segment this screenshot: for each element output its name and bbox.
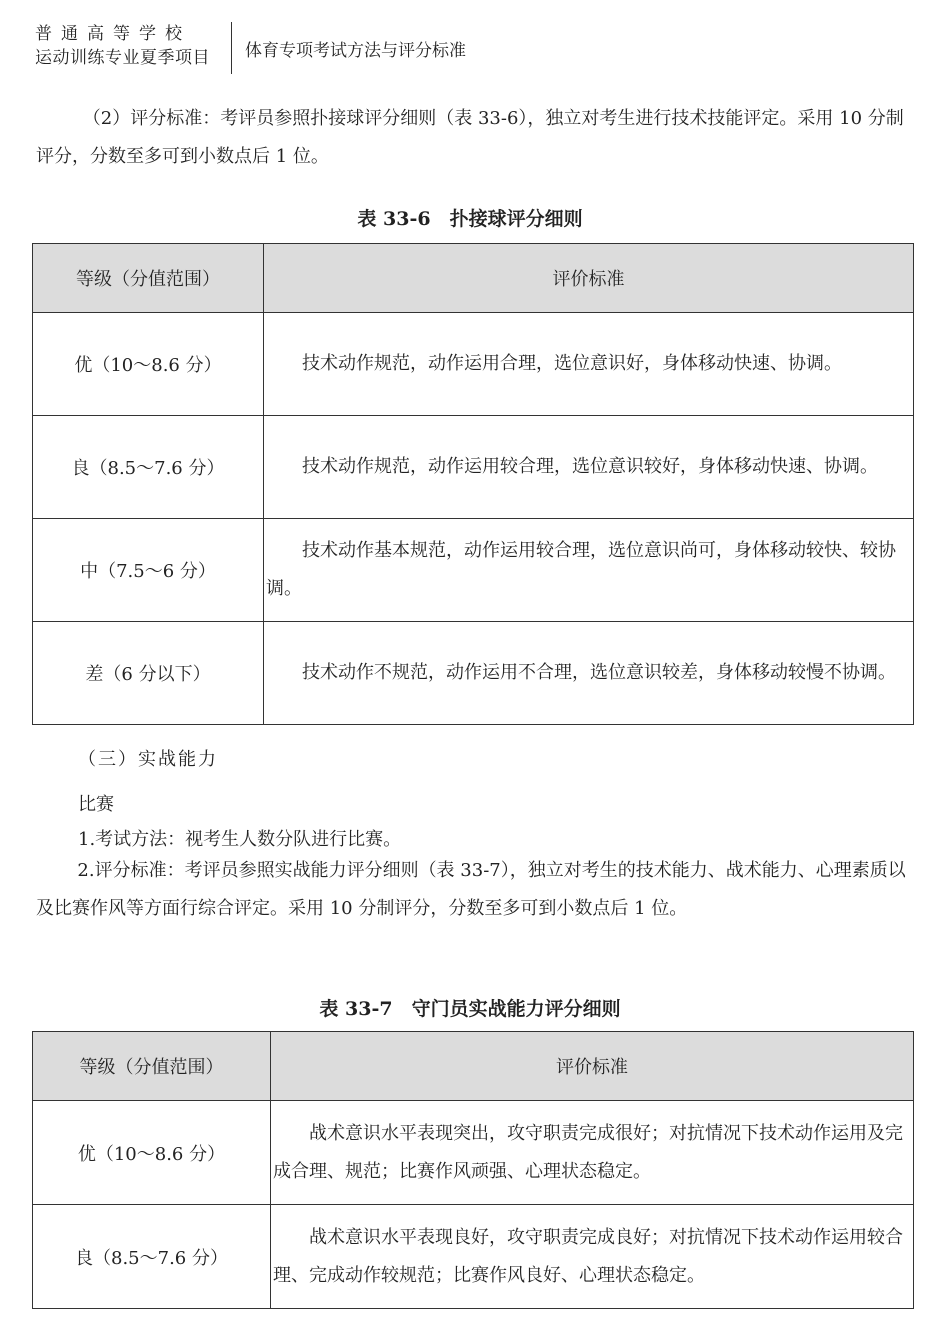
scoring-paragraph: （2）评分标准：考评员参照扑接球评分细则（表 33-6），独立对考生进行技术技能评定。采用 10 分制评分，分数至多可到小数点后 1 位。 bbox=[36, 108, 904, 167]
grade-cell: 差（6 分以下） bbox=[33, 622, 264, 725]
table-33-6 bbox=[32, 243, 914, 725]
header-grade: 等级（分值范围） bbox=[33, 1032, 271, 1101]
table-row bbox=[33, 519, 914, 622]
scoring-standard: 2.评分标准：考评员参照实战能力评分细则（表 33-7），独立对考生的技术能力、战术能力、心理素质以及比赛作风等方面行综合评定。采用 10 分制评分，分数至多可到小数点后 1 位。 bbox=[36, 860, 906, 919]
table-row bbox=[33, 1101, 914, 1205]
exam-method: 1.考试方法：视考生人数分队进行比赛。 bbox=[78, 829, 402, 850]
table-row bbox=[33, 416, 914, 519]
header-criteria: 评价标准 bbox=[271, 1032, 914, 1101]
grade-cell: 优（10〜8.6 分） bbox=[33, 313, 264, 416]
table-header-row bbox=[33, 244, 914, 313]
grade-cell: 中（7.5〜6 分） bbox=[33, 519, 264, 622]
criteria-cell: 技术动作规范，动作运用合理，选位意识好，身体移动快速、协调。 bbox=[264, 313, 914, 416]
header-criteria: 评价标准 bbox=[264, 244, 914, 313]
table-header-row bbox=[33, 1032, 914, 1101]
table-33-7 bbox=[32, 1031, 914, 1309]
grade-cell: 良（8.5〜7.6 分） bbox=[33, 1205, 271, 1309]
criteria-cell: 技术动作规范，动作运用较合理，选位意识较好，身体移动快速、协调。 bbox=[264, 416, 914, 519]
table-row bbox=[33, 313, 914, 416]
header-series-line1: 普通高等学校 bbox=[35, 24, 191, 44]
header-divider bbox=[231, 22, 232, 74]
criteria-cell: 技术动作不规范，动作运用不合理，选位意识较差，身体移动较慢不协调。 bbox=[264, 622, 914, 725]
table1-caption: 表 33-6 扑接球评分细则 bbox=[357, 208, 583, 230]
criteria-cell: 战术意识水平表现良好，攻守职责完成良好；对抗情况下技术动作运用较合理、完成动作较规范；比赛作风良好、心理状态稳定。 bbox=[271, 1205, 914, 1309]
header-series bbox=[35, 22, 235, 70]
table2-caption: 表 33-7 守门员实战能力评分细则 bbox=[319, 998, 621, 1020]
grade-cell: 良（8.5〜7.6 分） bbox=[33, 416, 264, 519]
table-row bbox=[33, 622, 914, 725]
grade-cell: 优（10〜8.6 分） bbox=[33, 1101, 271, 1205]
table-row bbox=[33, 1205, 914, 1309]
section-subheading: 比赛 bbox=[78, 794, 114, 815]
criteria-cell: 技术动作基本规范，动作运用较合理，选位意识尚可，身体移动较快、较协调。 bbox=[264, 519, 914, 622]
header-title: 体育专项考试方法与评分标准 bbox=[245, 41, 466, 61]
header-grade: 等级（分值范围） bbox=[33, 244, 264, 313]
section-heading: （三）实战能力 bbox=[78, 749, 218, 770]
header-series-line2: 运动训练专业夏季项目 bbox=[35, 48, 210, 68]
criteria-cell: 战术意识水平表现突出，攻守职责完成很好；对抗情况下技术动作运用及完成合理、规范；比赛作风顽强、心理状态稳定。 bbox=[271, 1101, 914, 1205]
